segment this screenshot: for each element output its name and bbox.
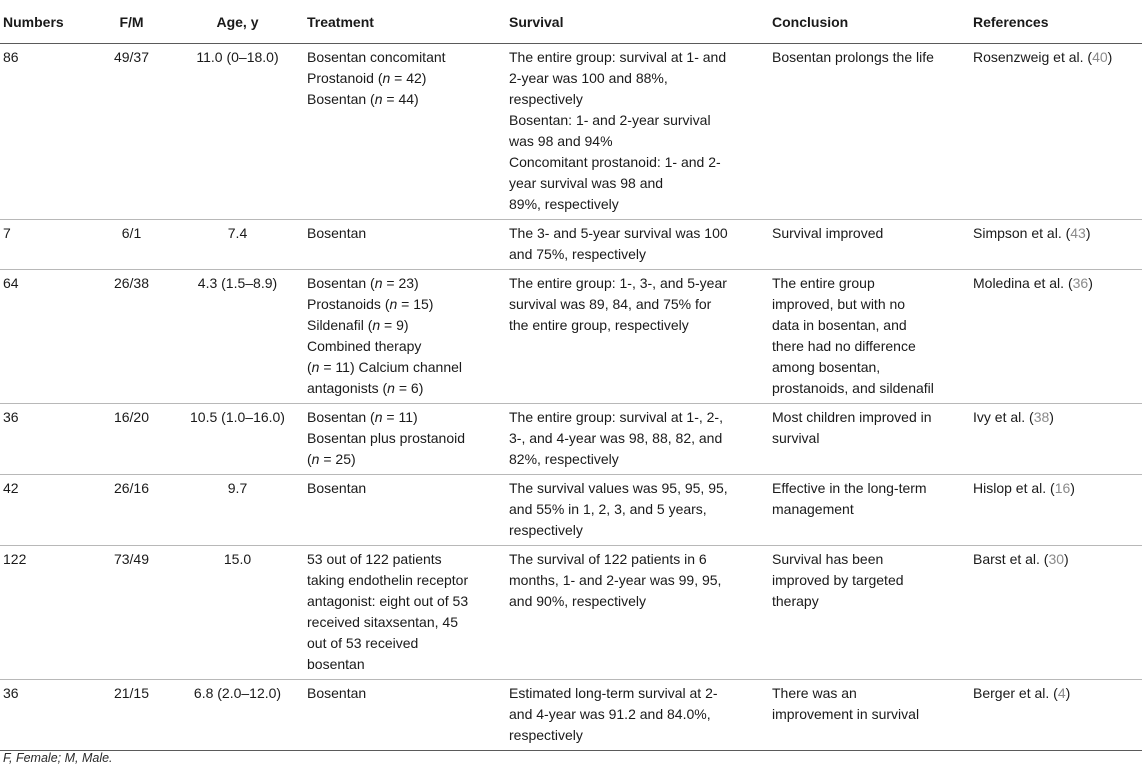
table-row [0,270,1142,404]
survival-line: 3-, and 4-year was 98, 88, 82, and [509,430,723,446]
treatment-line: Combined therapy [307,338,422,354]
table-row [0,220,1142,270]
reference-close: ) [1088,275,1093,291]
survival-line: Bosentan: 1- and 2-year survival [509,112,711,128]
cell-references [973,270,1142,404]
treatment-line: (n = 25) [307,451,356,467]
cell-age: 10.5 (1.0–16.0) [168,404,307,475]
cell-numbers: 36 [0,680,95,751]
header-conclusion: Conclusion [772,0,973,44]
conclusion-line: improved by targeted [772,572,904,588]
cell-age: 7.4 [168,220,307,270]
reference-close: ) [1085,225,1091,241]
table-row [0,44,1142,220]
conclusion-line: there had no difference [772,338,916,354]
survival-line: and 75%, respectively [509,246,646,262]
cell-conclusion [772,44,973,220]
survival-line: The entire group: 1-, 3-, and 5-year [509,275,727,291]
cell-fm: 16/20 [95,404,168,475]
table-row [0,475,1142,546]
reference-close: ) [1065,685,1071,701]
treatment-line: Bosentan plus prostanoid [307,430,465,446]
treatment-line: Prostanoids (n = 15) [307,296,434,312]
cell-treatment [307,475,509,546]
survival-line: The 3- and 5-year survival was 100 [509,225,728,241]
treatment-line: Prostanoid (n = 42) [307,70,427,86]
survival-line: Concomitant prostanoid: 1- and 2- [509,154,721,170]
table-body [0,44,1142,751]
cell-survival [509,680,772,751]
conclusion-line: Survival has been [772,551,884,567]
treatment-line: received sitaxsentan, 45 [307,614,458,630]
conclusion-line: management [772,501,854,517]
reference-link[interactable]: 38 [1033,409,1050,425]
treatment-line: Bosentan (n = 23) [307,275,419,291]
treatment-line: Bosentan (n = 44) [307,91,419,107]
header-survival: Survival [509,0,772,44]
treatment-line: Bosentan concomitant [307,49,446,65]
cell-conclusion [772,546,973,680]
survival-line: months, 1- and 2-year was 99, 95, [509,572,722,588]
treatment-line: 53 out of 122 patients [307,551,442,567]
treatment-line: Bosentan (n = 11) [307,409,418,425]
header-numbers: Numbers [0,0,95,44]
cell-treatment [307,546,509,680]
table-header [0,0,1142,44]
conclusion-line: prostanoids, and sildenafil [772,380,934,396]
treatment-line: Bosentan [307,480,367,496]
reference-link[interactable]: 36 [1072,275,1089,291]
cell-conclusion [772,270,973,404]
reference-link[interactable]: 43 [1070,225,1086,241]
conclusion-line: Survival improved [772,225,884,241]
cell-fm: 26/16 [95,475,168,546]
reference-link[interactable]: 30 [1048,551,1065,567]
table-row [0,680,1142,751]
cell-numbers: 36 [0,404,95,475]
treatment-line: Bosentan [307,685,367,701]
survival-line: respectively [509,522,583,538]
cell-survival [509,220,772,270]
survival-line: was 98 and 94% [509,133,613,149]
cell-age: 6.8 (2.0–12.0) [168,680,307,751]
cell-fm: 26/38 [95,270,168,404]
cell-treatment [307,270,509,404]
treatment-line: out of 53 received [307,635,419,651]
table-footnote: F, Female; M, Male. [3,751,113,765]
treatment-line: antagonists (n = 6) [307,380,424,396]
reference-text: Hislop et al. ( [973,480,1055,496]
cell-conclusion [772,680,973,751]
cell-references [973,475,1142,546]
cell-numbers: 42 [0,475,95,546]
cell-survival [509,270,772,404]
reference-close: ) [1064,551,1069,567]
conclusion-line: improvement in survival [772,706,920,722]
treatment-line: taking endothelin receptor [307,572,469,588]
header-references: References [973,0,1142,44]
reference-text: Moledina et al. ( [973,275,1073,291]
survival-line: 89%, respectively [509,196,619,212]
header-treatment: Treatment [307,0,509,44]
cell-age: 9.7 [168,475,307,546]
reference-link[interactable]: 16 [1054,480,1071,496]
survival-line: 2-year was 100 and 88%, [509,70,668,86]
cell-fm: 21/15 [95,680,168,751]
conclusion-line: Effective in the long-term [772,480,927,496]
conclusion-line: The entire group [772,275,875,291]
survival-line: year survival was 98 and [509,175,664,191]
survival-line: The entire group: survival at 1- and [509,49,727,65]
cell-survival [509,546,772,680]
conclusion-line: Bosentan prolongs the life [772,49,934,65]
cell-conclusion [772,475,973,546]
cell-survival [509,44,772,220]
reference-link[interactable]: 4 [1057,685,1066,701]
survival-line: The survival of 122 patients in 6 [509,551,707,567]
reference-text: Barst et al. ( [973,551,1049,567]
survival-line: respectively [509,91,583,107]
header-age: Age, y [168,0,307,44]
treatment-line: antagonist: eight out of 53 [307,593,469,609]
conclusion-line: Most children improved in [772,409,932,425]
reference-close: ) [1070,480,1075,496]
table-row [0,404,1142,475]
cell-survival [509,475,772,546]
conclusion-line: improved, but with no [772,296,906,312]
header-fm: F/M [95,0,168,44]
reference-text: Berger et al. ( [973,685,1058,701]
survival-line: The entire group: survival at 1-, 2-, [509,409,723,425]
reference-link[interactable]: 40 [1092,49,1108,65]
survival-line: survival was 89, 84, and 75% for [509,296,712,312]
cell-age: 11.0 (0–18.0) [168,44,307,220]
cell-numbers: 86 [0,44,95,220]
conclusion-line: data in bosentan, and [772,317,907,333]
cell-age: 15.0 [168,546,307,680]
treatment-line: bosentan [307,656,365,672]
header-row [0,0,1142,44]
survival-line: and 4-year was 91.2 and 84.0%, [509,706,711,722]
reference-text: Rosenzweig et al. ( [973,49,1093,65]
cell-fm: 73/49 [95,546,168,680]
treatment-line: Sildenafil (n = 9) [307,317,409,333]
cell-references [973,220,1142,270]
conclusion-line: There was an [772,685,857,701]
reference-text: Ivy et al. ( [973,409,1034,425]
conclusion-line: therapy [772,593,819,609]
cell-treatment [307,404,509,475]
cell-references [973,680,1142,751]
treatment-line: Bosentan [307,225,367,241]
cell-references [973,546,1142,680]
cell-treatment [307,220,509,270]
survival-line: and 55% in 1, 2, 3, and 5 years, [509,501,707,517]
survival-line: and 90%, respectively [509,593,646,609]
reference-text: Simpson et al. ( [973,225,1071,241]
cell-treatment [307,44,509,220]
conclusion-line: among bosentan, [772,359,881,375]
cell-conclusion [772,404,973,475]
treatment-line: (n = 11) Calcium channel [307,359,463,375]
reference-close: ) [1107,49,1113,65]
cell-numbers: 122 [0,546,95,680]
cell-fm: 6/1 [95,220,168,270]
cell-treatment [307,680,509,751]
cell-survival [509,404,772,475]
survival-line: the entire group, respectively [509,317,689,333]
survival-line: Estimated long-term survival at 2- [509,685,718,701]
survival-line: The survival values was 95, 95, 95, [509,480,728,496]
cell-numbers: 64 [0,270,95,404]
cell-age: 4.3 (1.5–8.9) [168,270,307,404]
cell-conclusion [772,220,973,270]
cell-numbers: 7 [0,220,95,270]
survival-line: respectively [509,727,583,743]
survival-line: 82%, respectively [509,451,619,467]
cell-fm: 49/37 [95,44,168,220]
table-row [0,546,1142,680]
cell-references [973,404,1142,475]
reference-close: ) [1049,409,1054,425]
conclusion-line: survival [772,430,820,446]
cell-references [973,44,1142,220]
